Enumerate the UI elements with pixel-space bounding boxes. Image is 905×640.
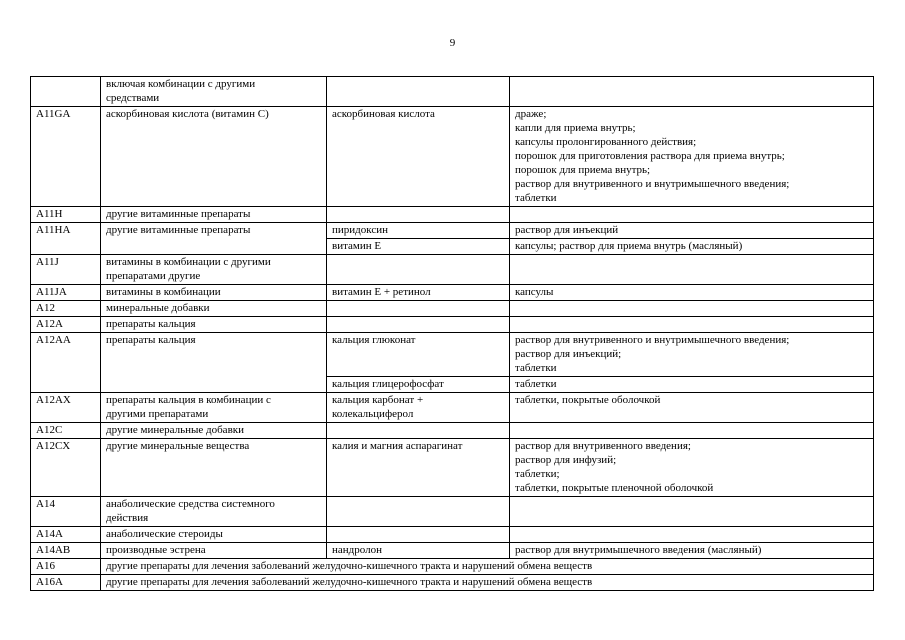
dosage-form-cell-line: раствор для внутривенного и внутримышечного введения; <box>515 178 790 190</box>
group-name-cell <box>101 439 327 497</box>
group-name-cell <box>101 527 327 543</box>
table-row <box>31 497 874 527</box>
table-row <box>31 255 874 285</box>
drug-name-cell <box>327 107 510 207</box>
drug-name-cell <box>327 255 510 285</box>
atc-code-cell: A12C <box>31 423 101 439</box>
dosage-form-cell-line: таблетки <box>515 362 557 374</box>
group-name-cell-line: аскорбиновая кислота (витамин С) <box>106 108 269 120</box>
dosage-form-cell <box>510 423 874 439</box>
group-name-cell <box>101 223 327 255</box>
table-row <box>31 559 874 575</box>
atc-code-cell: A16 <box>31 559 101 575</box>
drug-name-cell <box>327 423 510 439</box>
dosage-form-cell-line: раствор для инфузий; <box>515 454 617 466</box>
group-name-cell: другие препараты для лечения заболеваний желудочно-кишечного тракта и нарушений обмена веществ <box>101 575 874 591</box>
dosage-form-cell <box>510 377 874 393</box>
table-row <box>31 317 874 333</box>
drug-name-cell-line: колекальциферол <box>332 408 414 420</box>
drug-name-cell <box>327 317 510 333</box>
group-name-cell <box>101 333 327 393</box>
group-name-cell-line: другие минеральные вещества <box>106 440 250 452</box>
dosage-form-cell-line: порошок для приема внутрь; <box>515 164 651 176</box>
atc-code-cell: A12AA <box>31 333 101 393</box>
group-name-cell-line: анаболические стероиды <box>106 528 223 540</box>
atc-code-cell: A12 <box>31 301 101 317</box>
dosage-form-cell <box>510 301 874 317</box>
drug-name-cell <box>327 77 510 107</box>
drug-name-cell-line: кальция глицерофосфат <box>332 378 444 390</box>
atc-code-cell: A11JA <box>31 285 101 301</box>
drug-name-cell-line: витамин Е <box>332 240 382 252</box>
atc-code-cell <box>31 77 101 107</box>
dosage-form-cell <box>510 107 874 207</box>
drug-name-cell-line: витамин Е + ретинол <box>332 286 431 298</box>
table-row <box>31 285 874 301</box>
dosage-form-cell-line: порошок для приготовления раствора для приема внутрь; <box>515 150 785 162</box>
group-name-cell-line: действия <box>106 512 149 524</box>
table-row <box>31 207 874 223</box>
dosage-form-cell <box>510 77 874 107</box>
dosage-form-cell-line: раствор для инъекций <box>515 224 619 236</box>
group-name-cell-line: другие витаминные препараты <box>106 224 251 236</box>
group-name-cell <box>101 423 327 439</box>
drug-name-cell <box>327 239 510 255</box>
atc-code-cell: A14 <box>31 497 101 527</box>
dosage-form-cell <box>510 527 874 543</box>
dosage-form-cell <box>510 255 874 285</box>
table-row <box>31 301 874 317</box>
page-number: 9 <box>449 37 456 49</box>
group-name-cell <box>101 317 327 333</box>
group-name-cell-line: другими препаратами <box>106 408 209 420</box>
group-name-cell <box>101 543 327 559</box>
group-name-cell-line: препараты кальция в комбинации с <box>106 394 271 406</box>
atc-code-cell: A12AX <box>31 393 101 423</box>
drug-name-cell-line: кальция карбонат + <box>332 394 424 406</box>
table-row <box>31 77 874 107</box>
dosage-form-cell <box>510 393 874 423</box>
drug-name-cell <box>327 497 510 527</box>
drug-name-cell <box>327 207 510 223</box>
group-name-cell <box>101 207 327 223</box>
group-name-cell <box>101 77 327 107</box>
atc-code-cell: A11J <box>31 255 101 285</box>
dosage-form-cell-line: капсулы пролонгированного действия; <box>515 136 697 148</box>
group-name-cell-line: препараты кальция <box>106 318 196 330</box>
drug-name-cell <box>327 439 510 497</box>
group-name-cell-line: препараты кальция <box>106 334 196 346</box>
group-name-cell <box>101 393 327 423</box>
atc-code-cell: A11GA <box>31 107 101 207</box>
dosage-form-cell <box>510 207 874 223</box>
dosage-form-cell-line: таблетки, покрытые пленочной оболочкой <box>515 482 714 494</box>
dosage-form-cell-line: раствор для внутривенного введения; <box>515 440 691 452</box>
drug-name-cell-line: аскорбиновая кислота <box>332 108 435 120</box>
group-name-cell-line: включая комбинации с другими <box>106 78 256 90</box>
table-row <box>31 333 874 377</box>
group-name-cell-line: средствами <box>106 92 160 104</box>
drug-name-cell <box>327 543 510 559</box>
dosage-form-cell-line: капсулы; раствор для приема внутрь (масляный) <box>515 240 743 252</box>
drug-name-cell <box>327 527 510 543</box>
table-row <box>31 107 874 207</box>
dosage-form-cell-line: таблетки; <box>515 468 560 480</box>
table-row <box>31 439 874 497</box>
group-name-cell-line: производные эстрена <box>106 544 206 556</box>
dosage-form-cell <box>510 285 874 301</box>
dosage-form-cell <box>510 439 874 497</box>
group-name-cell <box>101 497 327 527</box>
group-name-cell-line: витамины в комбинации <box>106 286 221 298</box>
dosage-form-cell <box>510 317 874 333</box>
table-row <box>31 393 874 423</box>
group-name-cell-line: другие минеральные добавки <box>106 424 244 436</box>
group-name-cell: другие препараты для лечения заболеваний желудочно-кишечного тракта и нарушений обмена веществ <box>101 559 874 575</box>
dosage-form-cell-line: капли для приема внутрь; <box>515 122 636 134</box>
dosage-form-cell <box>510 497 874 527</box>
group-name-cell-line: анаболические средства системного <box>106 498 275 510</box>
dosage-form-cell-line: таблетки, покрытые оболочкой <box>515 394 661 406</box>
group-name-cell-line: витамины в комбинации с другими <box>106 256 271 268</box>
drug-name-cell-line: кальция глюконат <box>332 334 416 346</box>
atc-code-cell: A11HA <box>31 223 101 255</box>
dosage-form-cell <box>510 333 874 377</box>
atc-code-cell: A11H <box>31 207 101 223</box>
group-name-cell <box>101 107 327 207</box>
table-row <box>31 543 874 559</box>
table-row <box>31 423 874 439</box>
dosage-form-cell-line: драже; <box>515 108 547 120</box>
drug-name-cell <box>327 333 510 377</box>
drug-name-cell <box>327 393 510 423</box>
group-name-cell <box>101 255 327 285</box>
drug-name-cell <box>327 301 510 317</box>
dosage-form-cell <box>510 223 874 239</box>
drug-name-cell <box>327 223 510 239</box>
drug-name-cell <box>327 377 510 393</box>
group-name-cell-line: препаратами другие <box>106 270 201 282</box>
dosage-form-cell-line: таблетки <box>515 378 557 390</box>
group-name-cell-line: минеральные добавки <box>106 302 210 314</box>
group-name-cell-line: другие витаминные препараты <box>106 208 251 220</box>
dosage-form-cell-line: таблетки <box>515 192 557 204</box>
table-row <box>31 223 874 239</box>
table-row <box>31 527 874 543</box>
dosage-form-cell <box>510 543 874 559</box>
atc-code-cell: A16A <box>31 575 101 591</box>
drug-name-cell-line: пиридоксин <box>332 224 388 236</box>
dosage-form-cell-line: раствор для внутривенного и внутримышечного введения; <box>515 334 790 346</box>
dosage-form-cell-line: раствор для инъекций; <box>515 348 622 360</box>
dosage-form-cell <box>510 239 874 255</box>
drug-classification-table <box>30 76 874 591</box>
dosage-form-cell-line: капсулы <box>515 286 554 298</box>
atc-code-cell: A12A <box>31 317 101 333</box>
group-name-cell <box>101 301 327 317</box>
drug-name-cell-line: нандролон <box>332 544 382 556</box>
drug-name-cell-line: калия и магния аспарагинат <box>332 440 463 452</box>
atc-code-cell: A14AB <box>31 543 101 559</box>
dosage-form-cell-line: раствор для внутримышечного введения (масляный) <box>515 544 762 556</box>
drug-name-cell <box>327 285 510 301</box>
table-row <box>31 575 874 591</box>
atc-code-cell: A12CX <box>31 439 101 497</box>
atc-code-cell: A14A <box>31 527 101 543</box>
group-name-cell <box>101 285 327 301</box>
